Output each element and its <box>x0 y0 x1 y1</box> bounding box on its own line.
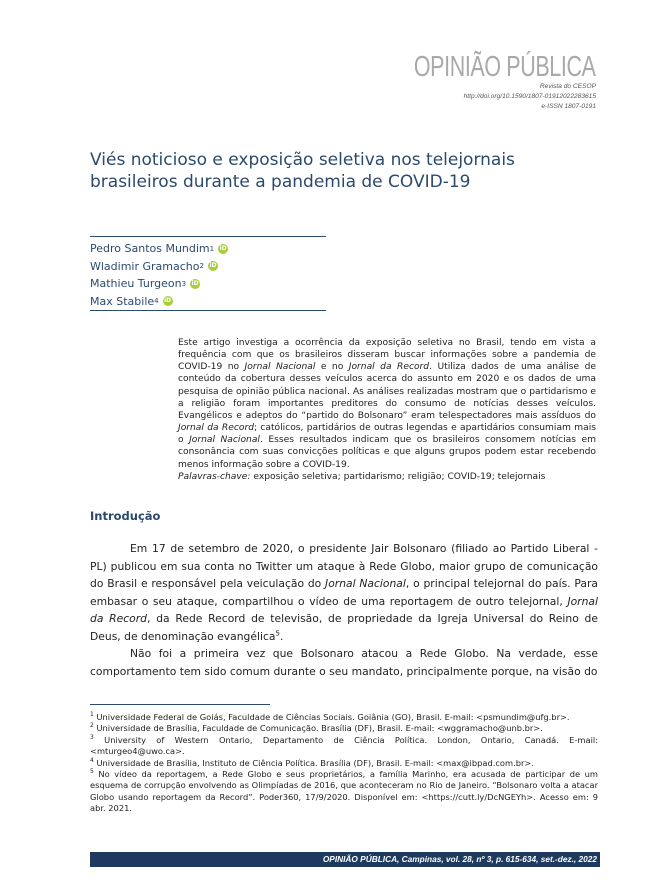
authors-bottom-divider <box>90 310 326 311</box>
article-doi[interactable]: http://doi.org/10.1590/1807-01912022283615 <box>463 93 596 100</box>
footnote-mark: 4 <box>90 756 94 764</box>
footnotes <box>90 712 598 815</box>
footnote-text: Universidade Federal de Goiás, Faculdade de Ciências Sociais. Goiânia (GO), Brasil. E-mail: <psmundim@ufg.br>. <box>93 712 570 722</box>
footnote-item <box>90 735 598 758</box>
footnote-text: Universidade de Brasília, Faculdade de Comunicação. Brasília (DF), Brasil. E-mail: <wggramacho@unb.br>. <box>93 723 543 734</box>
journal-issn: e-ISSN 1807-0191 <box>541 103 596 110</box>
footnote-mark: 3 <box>90 734 94 742</box>
abstract-keywords <box>178 471 596 483</box>
footnote-item <box>90 712 598 723</box>
body-paragraph: Não foi a primeira vez que Bolsonaro atacou a Rede Globo. Na verdade, esse comportamento tem sido comum durante o seu mandato, principalmente porque, na visão do <box>90 647 598 678</box>
footnote-text: University of Western Ontario, Departamento de Ciência Política. London, Ontario, Canadá. E-mail: <mturgeo4@uwo.ca>. <box>90 734 598 757</box>
keywords-label: Palavras-chave: <box>178 471 251 482</box>
author-name: Mathieu Turgeon <box>90 277 182 290</box>
footer-citation: OPINIÃO PÚBLICA, Campinas, vol. 28, nº 3, p. 615-634, set.-dez., 2022 <box>322 854 597 864</box>
journal-masthead <box>350 52 596 112</box>
orcid-icon[interactable]: iD <box>209 262 217 270</box>
orcid-icon[interactable]: iD <box>164 297 172 305</box>
author-item: Mathieu Turgeon 3 iD <box>90 275 228 293</box>
author-name: Max Stabile <box>90 294 155 308</box>
keywords-list: exposição seletiva; partidarismo; religião; COVID-19; telejornais <box>250 471 546 482</box>
author-item: Pedro Santos Mundim 1 iD <box>90 240 228 258</box>
footnote-mark: 1 <box>90 711 94 719</box>
footnotes-divider <box>90 704 270 705</box>
author-list <box>90 240 228 310</box>
section-heading-introduction: Introdução <box>90 509 161 523</box>
body-paragraph: Em 17 de setembro de 2020, o presidente Jair Bolsonaro (filiado ao Partido Liberal - PL) publicou em sua conta no Twitter um ataque à Rede Globo, maior grupo de comunicação do Brasil e responsável pela veiculação do Jornal Nacional, o principal telejornal do país. Para embasar o seu ataque, compartilhou o vídeo de uma reportagem de outro telejornal, Jornal da Record, da Rede Record de televisão, de propriedade da Igreja Universal do Reino de Deus, de denominação evangélica$^5$. <box>90 542 599 643</box>
authors-top-divider <box>90 236 326 237</box>
footnote-ref[interactable]: 5 <box>275 628 280 637</box>
orcid-icon[interactable]: iD <box>219 244 227 252</box>
footnote-item <box>90 769 598 815</box>
body-text <box>90 540 598 680</box>
footnote-item <box>90 758 598 769</box>
author-item: Wladimir Gramacho 2 iD <box>90 258 228 276</box>
footnote-mark: 5 <box>90 768 94 776</box>
footnote-mark: 2 <box>90 722 94 730</box>
author-item: Max Stabile 4 iD <box>90 293 228 311</box>
author-name: Pedro Santos Mundim <box>90 242 210 255</box>
article-title: Viés noticioso e exposição seletiva nos telejornais brasileiros durante a pandemia de COVID-19 <box>90 150 515 192</box>
footnote-item <box>90 723 598 734</box>
journal-name: OPINIÃO PÚBLICA <box>414 51 596 83</box>
footer-bar <box>90 852 600 867</box>
orcid-icon[interactable]: iD <box>191 279 199 287</box>
footnote-text: No vídeo da reportagem, a Rede Globo e seus proprietários, a família Marinho, era acusada de participar de um esquema de corrupção envolvendo as Olimpíadas de 2016, que aconteceram no Rio de Janeiro. “Bolsonaro volta a atacar Globo usando reportagem da Record”. Poder360, 17/9/2020. Disponível em: <https://cutt.ly/DcNGEYh>. Acesso em: 9 abr. 2021. <box>90 769 598 814</box>
journal-subtitle: Revista do CESOP <box>539 83 596 90</box>
footnote-text: Universidade de Brasília, Instituto de Ciência Política. Brasília (DF), Brasil. E-mail: <max@ibpad.com.br>. <box>93 757 534 768</box>
author-name: Wladimir Gramacho <box>90 259 200 273</box>
abstract-text: Este artigo investiga a ocorrência da exposição seletiva no Brasil, tendo em vista a frequência com que os brasileiros disseram buscar informações sobre a pandemia de COVID-19 no Jornal Nacional e no Jornal da Record. Utiliza dados de uma análise de conteúdo da cobertura desses veículos acerca do assunto em 2020 e os dados de uma pesquisa de opinião pública nacional. As análises realizadas mostram que o partidarismo e a religião foram importantes preditores do consumo de notícias desses veículos. Evangélicos e adeptos do “partido do Bolsonaro” eram telespectadores mais assíduos do Jornal da Record; católicos, partidários de outras legendas e apartidários consumiam mais o Jornal Nacional. Esses resultados indicam que os brasileiros consomem notícias em consonância com suas convicções políticas e que alguns grupos podem estar recebendo menos informação sobre a COVID-19. <box>178 338 596 470</box>
abstract <box>178 337 596 483</box>
